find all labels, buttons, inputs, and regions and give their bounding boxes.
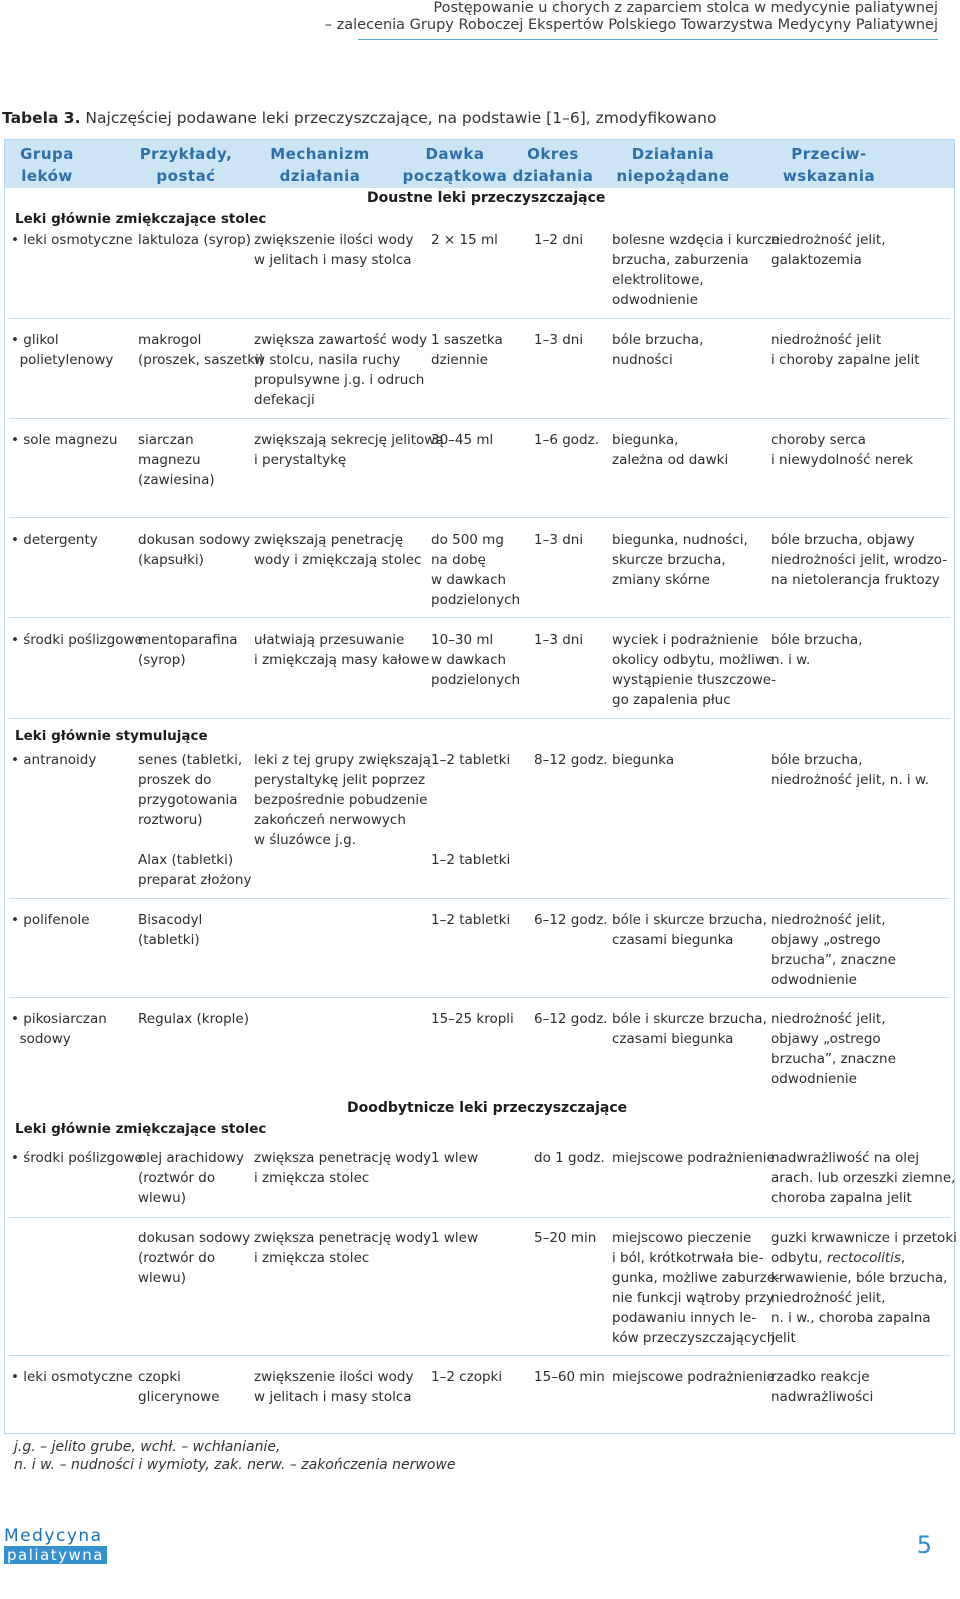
cell-onset: 1–3 dni <box>534 632 584 648</box>
cell-mechanism: ułatwiają przesuwanie i zmiękczają masy kałowe <box>254 632 430 668</box>
cell-mechanism: zwiększa penetrację wody i zmiękcza stolec <box>254 1150 432 1186</box>
running-header <box>325 0 938 34</box>
cell-dose: 1–2 tabletki 1–2 tabletki <box>431 752 511 868</box>
page-number: 5 <box>916 1531 932 1559</box>
cell-onset: 8–12 godz. <box>534 752 608 768</box>
cell-contraindications: niedrożność jelit, galaktozemia <box>771 232 886 268</box>
cell-side-effects: miejscowe podrażnienie <box>612 1150 775 1166</box>
col-header-side-effects: Działania niepożądane <box>616 145 730 185</box>
cell-examples: olej arachidowy (roztwór do wlewu) <box>138 1150 245 1206</box>
cell-contraindications: guzki krwawnicze i przetoki odbytu, rectocolitis, krwawienie, bóle brzucha, niedrożność jelit, n. i w., choroba zapalna jelit <box>771 1230 957 1346</box>
row-separator <box>9 718 950 719</box>
cell-side-effects: bóle brzucha, nudności <box>612 332 704 368</box>
table-caption <box>2 109 716 127</box>
table-footnote <box>14 1438 456 1474</box>
running-header-line2: – zalecenia Grupy Roboczej Ekspertów Polskiego Towarzystwa Medycyny Paliatywnej <box>324 17 938 33</box>
cell-mechanism: zwiększa zawartość wody w stolcu, nasila ruchy propulsywne j.g. i odruch defekacji <box>254 332 428 408</box>
cell-examples: laktuloza (syrop) <box>138 232 251 248</box>
group-softening: Leki głównie zmiękczające stolec <box>15 211 267 227</box>
cell-onset: 5–20 min <box>534 1230 597 1246</box>
cell-onset: 6–12 godz. <box>534 912 608 928</box>
col-header-group: Grupa leków <box>20 145 74 185</box>
footnote-line2: n. i w. – nudności i wymioty, zak. nerw. – zakończenia nerwowe <box>14 1457 456 1473</box>
cell-group: • leki osmotyczne <box>11 232 133 248</box>
cell-contraindications: niedrożność jelit, objawy „ostrego brzucha”, znaczne odwodnienie <box>771 912 896 988</box>
cell-examples: Bisacodyl (tabletki) <box>138 912 203 948</box>
group-stimulating: Leki głównie stymulujące <box>15 728 208 744</box>
cell-mechanism: leki z tej grupy zwiększają perystaltykę jelit poprzez bezpośrednie pobudzenie zakończeń nerwowych w śluzówce j.g. <box>254 752 431 848</box>
col-header-mechanism: Mechanizm działania <box>270 145 370 185</box>
cell-examples: siarczan magnezu (zawiesina) <box>138 432 215 488</box>
row-separator <box>9 418 950 419</box>
cell-side-effects: miejscowe podrażnienie <box>612 1369 775 1385</box>
cell-contraindications: bóle brzucha, niedrożność jelit, n. i w. <box>771 752 930 788</box>
col-header-dose: Dawka początkowa <box>402 145 508 185</box>
cell-mechanism: zwiększenie ilości wody w jelitach i masy stolca <box>254 1369 414 1405</box>
cell-group: • środki poślizgowe <box>11 1150 143 1166</box>
cell-contraindications: bóle brzucha, n. i w. <box>771 632 863 668</box>
cell-examples: czopki glicerynowe <box>138 1369 220 1405</box>
cell-onset: 15–60 min <box>534 1369 605 1385</box>
col-header-onset: Okres działania <box>512 145 594 185</box>
cell-dose: 2 × 15 ml <box>431 232 498 248</box>
cell-onset: 1–6 godz. <box>534 432 599 448</box>
cell-contraindications: niedrożność jelit, objawy „ostrego brzucha”, znaczne odwodnienie <box>771 1011 896 1087</box>
cell-onset: 1–2 dni <box>534 232 584 248</box>
laxatives-table <box>4 139 955 1434</box>
journal-logo <box>4 1527 104 1564</box>
cell-side-effects: biegunka, zależna od dawki <box>612 432 729 468</box>
col-header-examples: Przykłady, postać <box>139 145 233 185</box>
cell-contraindications: choroby serca i niewydolność nerek <box>771 432 914 468</box>
section-rectal: Doodbytnicze leki przeczyszczające <box>347 1100 628 1116</box>
cell-group: • pikosiarczan sodowy <box>11 1011 107 1047</box>
cell-group: • leki osmotyczne <box>11 1369 133 1385</box>
cell-group: • sole magnezu <box>11 432 118 448</box>
cell-dose: 30–45 ml <box>431 432 494 448</box>
cell-mechanism: zwiększa penetrację wody i zmiękcza stolec <box>254 1230 432 1266</box>
running-header-line1: Postępowanie u chorych z zaparciem stolca w medycynie paliatywnej <box>433 0 938 16</box>
cell-side-effects: bolesne wzdęcia i kurcze brzucha, zaburzenia elektrolitowe, odwodnienie <box>612 232 780 308</box>
header-rule <box>358 39 938 40</box>
cell-mechanism: zwiększają sekrecję jelitową i perystaltykę <box>254 432 444 468</box>
cell-onset: 6–12 godz. <box>534 1011 608 1027</box>
cell-side-effects: biegunka <box>612 752 675 768</box>
cell-dose: 1 wlew <box>431 1230 479 1246</box>
cell-side-effects: bóle i skurcze brzucha, czasami biegunka <box>612 1011 767 1047</box>
section-oral: Doustne leki przeczyszczające <box>367 190 606 206</box>
logo-line2: paliatywna <box>4 1546 107 1564</box>
cell-contraindications: rzadko reakcje nadwrażliwości <box>771 1369 874 1405</box>
cell-group: • detergenty <box>11 532 98 548</box>
cell-examples: makrogol (proszek, saszetki) <box>138 332 265 368</box>
cell-onset: 1–3 dni <box>534 532 584 548</box>
cell-examples: senes (tabletki, proszek do przygotowania roztworu) Alax (tabletki) preparat złożony <box>138 752 252 888</box>
cell-side-effects: wyciek i podrażnienie okolicy odbytu, możliwe wystąpienie tłuszczowe- go zapalenia płuc <box>612 632 776 708</box>
cell-side-effects: bóle i skurcze brzucha, czasami biegunka <box>612 912 767 948</box>
row-separator <box>9 517 950 518</box>
row-separator <box>9 1355 950 1356</box>
cell-dose: 10–30 ml w dawkach podzielonych <box>431 632 521 688</box>
cell-group: • polifenole <box>11 912 90 928</box>
row-separator <box>9 318 950 319</box>
cell-group: • antranoidy <box>11 752 97 768</box>
cell-examples: dokusan sodowy (kapsułki) <box>138 532 251 568</box>
cell-side-effects: miejscowo pieczenie i ból, krótkotrwała bie- gunka, możliwe zaburze- nie funkcji wątroby przy podawaniu innych le- ków przeczyszczających <box>612 1230 781 1346</box>
row-separator <box>9 997 950 998</box>
cell-dose: 1–2 tabletki <box>431 912 511 928</box>
cell-examples: mentoparafina (syrop) <box>138 632 238 668</box>
table-header-row <box>5 140 954 188</box>
cell-examples: Regulax (krople) <box>138 1011 249 1027</box>
cell-side-effects: biegunka, nudności, skurcze brzucha, zmiany skórne <box>612 532 748 588</box>
cell-dose: 1 saszetka dziennie <box>431 332 503 368</box>
table-caption-label: Tabela 3. <box>2 109 81 127</box>
cell-mechanism: zwiększają penetrację wody i zmiękczają stolec <box>254 532 422 568</box>
cell-dose: 1–2 czopki <box>431 1369 503 1385</box>
row-separator <box>9 617 950 618</box>
cell-contraindications: nadwrażliwość na olej arach. lub orzeszki ziemne, choroba zapalna jelit <box>771 1150 956 1206</box>
cell-contraindications: bóle brzucha, objawy niedrożności jelit, wrodzo- na nietolerancja fruktozy <box>771 532 948 588</box>
row-separator <box>9 898 950 899</box>
cell-group: • glikol polietylenowy <box>11 332 114 368</box>
logo-line1: Medycyna <box>4 1526 103 1546</box>
cell-dose: do 500 mg na dobę w dawkach podzielonych <box>431 532 521 608</box>
group-softening-rectal: Leki głównie zmiękczające stolec <box>15 1121 267 1137</box>
row-separator <box>9 1217 950 1218</box>
table-caption-text: Najczęściej podawane leki przeczyszczające, na podstawie [1–6], zmodyfikowano <box>85 109 717 127</box>
cell-onset: 1–3 dni <box>534 332 584 348</box>
cell-onset: do 1 godz. <box>534 1150 605 1166</box>
cell-examples: dokusan sodowy (roztwór do wlewu) <box>138 1230 251 1286</box>
footnote-line1: j.g. – jelito grube, wchł. – wchłanianie, <box>14 1439 281 1455</box>
cell-group: • środki poślizgowe <box>11 632 143 648</box>
cell-dose: 15–25 kropli <box>431 1011 514 1027</box>
cell-dose: 1 wlew <box>431 1150 479 1166</box>
col-header-contraindications: Przeciw- wskazania <box>782 145 876 185</box>
cell-contraindications: niedrożność jelit i choroby zapalne jelit <box>771 332 920 368</box>
cell-mechanism: zwiększenie ilości wody w jelitach i masy stolca <box>254 232 414 268</box>
